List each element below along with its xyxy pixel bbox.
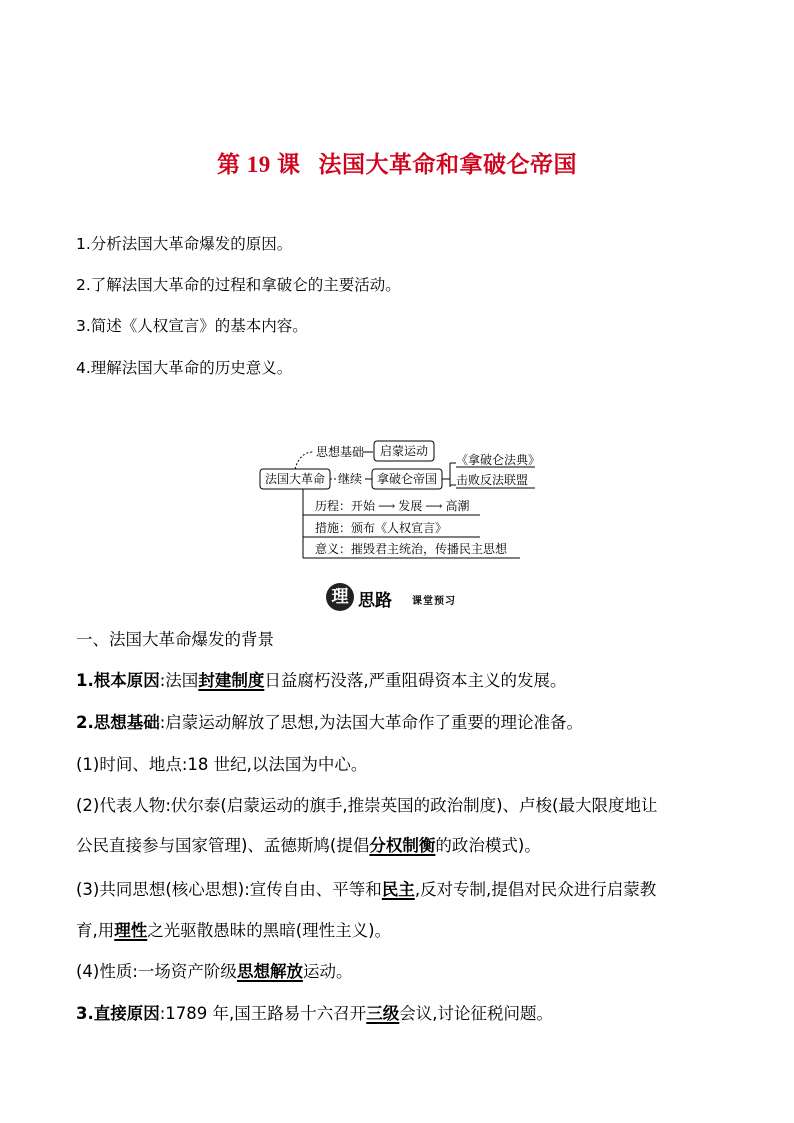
branch1-label: 思想基础 — [316, 445, 365, 459]
para-nature — [76, 958, 352, 982]
branch1-line — [295, 452, 313, 469]
p2-rest: :启蒙运动解放了思想,为法国大革命作了重要的理论准备。 — [159, 713, 584, 732]
p7-post: 会议,讨论征税问题。 — [399, 1004, 554, 1023]
concept-map — [255, 436, 545, 566]
p2-label: 思想基础 — [93, 713, 160, 732]
p6-pre: (4)性质:一场资产阶级 — [76, 962, 237, 981]
objective-4: 4.理解法国大革命的历史意义。 — [76, 359, 293, 377]
objective-2: 2.了解法国大革命的过程和拿破仑的主要活动。 — [76, 276, 401, 294]
logo-main-text: 思路 — [358, 591, 392, 611]
logo-sub-text: 课堂预习 — [412, 596, 456, 607]
p4b-key: 分权制衡 — [369, 836, 436, 855]
section-logo — [326, 583, 466, 613]
para-thought-basis — [76, 709, 583, 733]
p7-label: 直接原因 — [93, 1004, 160, 1023]
para-ideas-1 — [76, 876, 656, 900]
para-time-place: (1)时间、地点:18 世纪,以法国为中心。 — [76, 755, 368, 774]
p1-key: 封建制度 — [198, 671, 265, 690]
branch2-box-label: 拿破仑帝国 — [376, 472, 438, 486]
p4b-pre: 公民直接参与国家管理)、孟德斯鸠(提倡 — [76, 836, 370, 855]
para-ideas-2 — [76, 917, 391, 941]
p1-label: 根本原因 — [93, 671, 160, 690]
p5b-pre: 育,用 — [76, 921, 115, 940]
logo-badge-icon: 理 — [326, 583, 354, 611]
para-root-cause — [76, 667, 567, 691]
p7-prefix: 3. — [76, 1004, 94, 1023]
measure-label: 措施：颁布《人权宣言》 — [315, 521, 448, 535]
p5a-pre: (3)共同思想(核心思想):宣传自由、平等和 — [76, 880, 382, 899]
section-heading: 一、法国大革命爆发的背景 — [76, 630, 274, 649]
course-end: 高潮 — [445, 499, 470, 513]
p5b-post: 之光驱散愚昧的黑暗(理性主义)。 — [147, 921, 392, 940]
course-mid: 发展 — [398, 499, 423, 513]
p1-prefix: 1. — [76, 671, 94, 690]
course-start: 历程：开始 — [315, 499, 376, 513]
branch2-label: 继续 — [338, 472, 363, 486]
p1-rest: 日益腐朽没落,严重阻碍资本主义的发展。 — [264, 671, 567, 690]
branch1-box-label: 启蒙运动 — [379, 444, 429, 458]
para-direct-cause — [76, 1000, 553, 1024]
meaning-label: 意义：摧毁君主统治，传播民主思想 — [315, 542, 508, 556]
lesson-number: 第 19 课 — [217, 152, 301, 177]
sub2-label: 击败反法联盟 — [456, 473, 529, 487]
p2-prefix: 2. — [76, 713, 94, 732]
sub1-label: 《拿破仑法典》 — [456, 453, 541, 467]
p4b-post: 的政治模式)。 — [435, 836, 541, 855]
p6-post: 运动。 — [302, 962, 353, 981]
p5b-key: 理性 — [114, 921, 148, 940]
center-label: 法国大革命 — [264, 472, 326, 486]
p5a-post: ,反对专制,提倡对民众进行启蒙教 — [414, 880, 657, 899]
p7-mid: :1789 年,国王路易十六召开 — [159, 1004, 367, 1023]
para-figures-1: (2)代表人物:伏尔泰(启蒙运动的旗手,推崇英国的政治制度)、卢梭(最大限度地让 — [76, 796, 658, 815]
lesson-title: 法国大革命和拿破仑帝国 — [318, 152, 577, 178]
p6-key: 思想解放 — [236, 962, 303, 981]
objective-3: 3.简述《人权宣言》的基本内容。 — [76, 317, 308, 335]
course-label: 历程：开始 ⟶ 发展 ⟶ 高潮 — [315, 499, 470, 513]
p1-colon: :法国 — [159, 671, 199, 690]
para-figures-2 — [76, 832, 541, 856]
p5a-key: 民主 — [381, 880, 415, 899]
page-title — [0, 146, 794, 179]
p7-key: 三级 — [366, 1004, 400, 1023]
objective-1: 1.分析法国大革命爆发的原因。 — [76, 235, 293, 253]
